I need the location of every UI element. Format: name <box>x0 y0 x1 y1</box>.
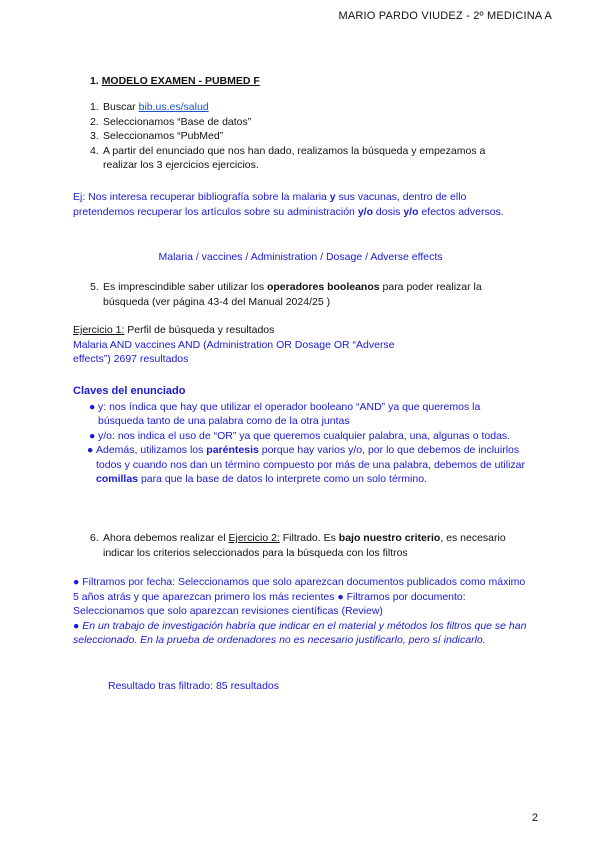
bib-link[interactable]: bib.us.es/salud <box>138 101 209 113</box>
claves-item-yo: ● y/o: nos indica el uso de “OR” ya que queremos cualquier palabra, una, algunas o todas. <box>89 429 511 442</box>
claves-heading: Claves del enunciado <box>73 385 186 397</box>
filters-note: ● En un trabajo de investigación habría que indicar en el material y métodos los filtros que se han seleccionado. En la prueba de ordenadores no es necesario justificarlo, pero sí indicarlo. <box>73 619 527 646</box>
exercise-1: Ejercicio 1: Perfil de búsqueda y resultados Malaria AND vaccines AND (Administration OR Dosage OR “Adverse effects”) 2697 resultados <box>73 323 433 367</box>
step-4: 4. A partir del enunciado que nos han dado, realizamos la búsqueda y empezamos a realizar los 3 ejercicios ejercicios. <box>90 144 486 171</box>
step-3: 3. Seleccionamos “PubMed” <box>90 130 224 142</box>
steps-list <box>90 100 520 173</box>
claves-item-y: ● y: nos índica que hay que utilizar el operador booleano “AND” ya que queremos la búsqueda tanto de una palabra como de la otra juntas <box>89 400 481 427</box>
step-2: 2. Seleccionamos “Base de datos” <box>90 115 252 128</box>
example-intro: Ej: Nos interesa recuperar bibliografía sobre la malaria y sus vacunas, dentro de ello pretendemos recuperar los artículos sobre su administración y/o dosis y/o efectos adversos. <box>73 191 504 218</box>
page-number: 2 <box>531 811 538 824</box>
exercise-2-label: Ejercicio 2: <box>228 532 280 544</box>
claves-section <box>73 384 528 487</box>
search-terms: Malaria / vaccines / Administration / Dosage / Adverse effects <box>158 251 443 263</box>
claves-item-parentesis: ● Además, utilizamos los paréntesis porque hay varios y/o, por lo que debemos de incluirlos todos y cuando nos dan un término compuesto por más de una palabra, debemos de utilizar comillas para que la base de datos lo interprete como un solo término. <box>87 444 526 485</box>
exercise-1-query: Malaria AND vaccines AND (Administration OR Dosage OR “Adverse effects”) 2697 resultados <box>73 338 395 365</box>
step-1: 1. Buscar bib.us.es/salud <box>90 101 209 113</box>
filter-result: Resultado tras filtrado: 85 resultados <box>108 680 280 692</box>
filters-section <box>73 575 533 648</box>
section-title <box>90 74 260 89</box>
section-number: 1. <box>90 75 99 87</box>
step-6: 6. Ahora debemos realizar el Ejercicio 2: Filtrado. Es bajo nuestro criterio, es necesario indicar los criterios seleccionados para la búsqueda con los filtros <box>90 532 506 559</box>
step-5: 5. Es imprescindible saber utilizar los operadores booleanos para poder realizar la búsqueda (ver página 43-4 del Manual 2024/25 ) <box>90 281 482 308</box>
section-title-text: MODELO EXAMEN - PUBMED F <box>101 75 260 87</box>
page-header: MARIO PARDO VIUDEZ - 2º MEDICINA A <box>338 10 552 22</box>
exercise-1-label: Ejercicio 1: <box>73 324 125 336</box>
filters-text: ● Filtramos por fecha: Seleccionamos que solo aparezcan documentos publicados como máximo 5 años atrás y que aparezcan primero los más recientes ● Filtramos por documento: Seleccionamos que solo aparezcan revisiones científicas (Review) <box>73 576 526 617</box>
